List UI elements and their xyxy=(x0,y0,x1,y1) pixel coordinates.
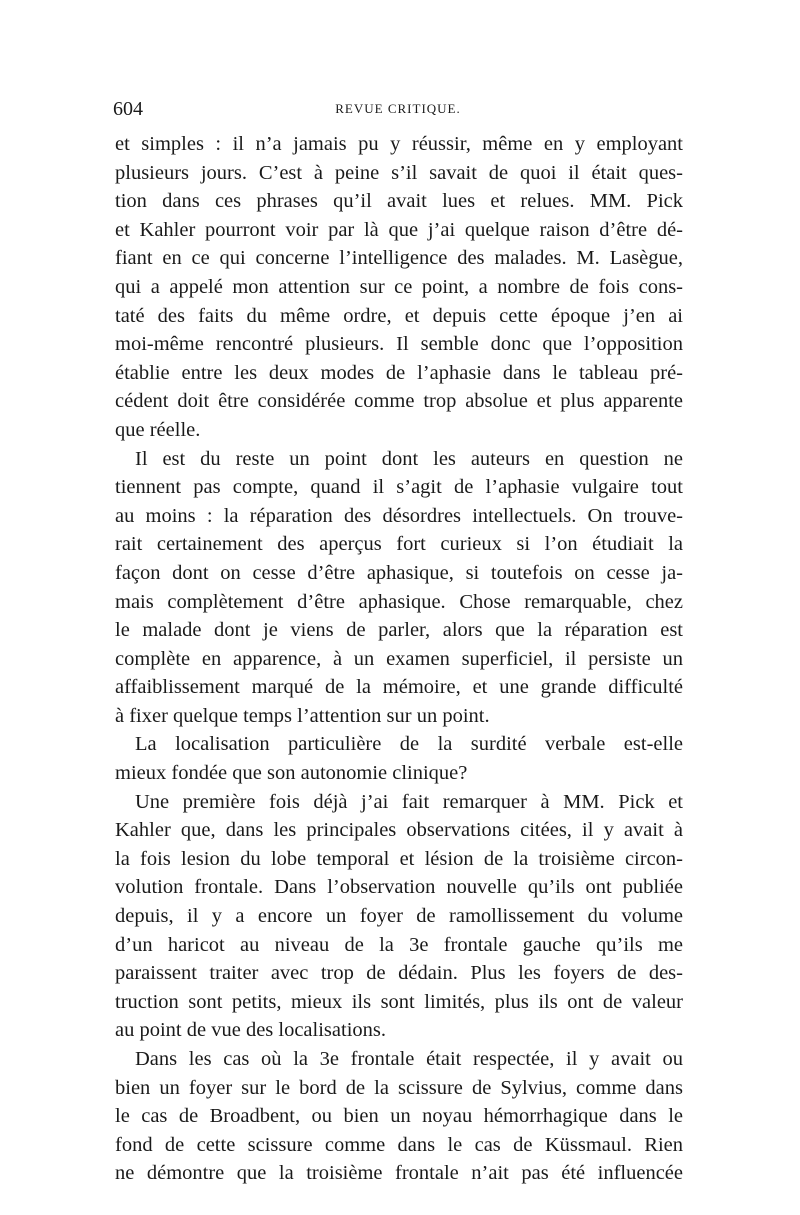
text-line: au point de vue des localisations. xyxy=(115,1019,386,1042)
text-line: fiant en ce qui concerne l’intelligence des malades. M. Lasègue, xyxy=(115,247,683,270)
paragraph xyxy=(115,445,683,731)
paragraph xyxy=(115,730,683,787)
text-line: affaiblissement marqué de la mémoire, et une grande difficulté xyxy=(115,676,683,699)
text-line: tion dans ces phrases qu’il avait lues et relues. MM. Pick xyxy=(115,190,683,213)
text-line: rait certainement des aperçus fort curieux si l’on étudiait la xyxy=(115,533,683,556)
running-title: REVUE CRITIQUE. xyxy=(335,101,461,116)
text-line: cédent doit être considérée comme trop absolue et plus apparente xyxy=(115,390,683,413)
text-line: qui a appelé mon attention sur ce point, a nombre de fois cons- xyxy=(115,275,683,298)
text-line: Il est du reste un point dont les auteurs en question ne xyxy=(135,447,683,470)
text-line: moi-même rencontré plusieurs. Il semble donc que l’opposition xyxy=(115,333,683,356)
text-line: volution frontale. Dans l’observation nouvelle qu’ils ont publiée xyxy=(115,876,683,899)
text-line: mieux fondée que son autonomie clinique? xyxy=(115,762,468,785)
text-line: depuis, il y a encore un foyer de ramollissement du volume xyxy=(115,905,683,928)
text-line: Dans les cas où la 3e frontale était respectée, il y avait ou xyxy=(135,1048,683,1070)
text-line: paraissent traiter avec trop de dédain. Plus les foyers de des- xyxy=(115,962,683,985)
text-line: Kahler que, dans les principales observations citées, il y avait à xyxy=(115,819,683,842)
page-number: 604 xyxy=(113,98,143,120)
paragraph xyxy=(115,788,683,1045)
text-line: La localisation particulière de la surdité verbale est-elle xyxy=(135,733,683,756)
text-line: Une première fois déjà j’ai fait remarquer à MM. Pick et xyxy=(135,790,683,813)
text-line: complète en apparence, à un examen superficiel, il persiste un xyxy=(115,647,683,670)
text-line: au moins : la réparation des désordres intellectuels. On trouve- xyxy=(115,504,683,527)
text-line: fond de cette scissure comme dans le cas de Küssmaul. Rien xyxy=(115,1133,683,1156)
text-line: tiennent pas compte, quand il s’agit de l’aphasie vulgaire tout xyxy=(115,476,683,499)
running-head xyxy=(113,96,683,122)
text-line: le cas de Broadbent, ou bien un noyau hémorrhagique dans le xyxy=(115,1105,683,1128)
text-line: et simples : il n’a jamais pu y réussir, même en y employant xyxy=(115,133,683,155)
text-line: taté des faits du même ordre, et depuis cette époque j’en ai xyxy=(115,304,683,327)
text-line: établie entre les deux modes de l’aphasie dans le tableau pré- xyxy=(115,361,683,384)
text-line: le malade dont je viens de parler, alors que la réparation est xyxy=(115,619,683,642)
text-line: d’un haricot au niveau de la 3e frontale gauche qu’ils me xyxy=(115,933,683,956)
text-line: que réelle. xyxy=(115,418,201,441)
text-line: ne démontre que la troisième frontale n’ait pas été influencée xyxy=(115,1162,683,1185)
body-text xyxy=(115,130,683,1188)
text-line: truction sont petits, mieux ils sont limités, plus ils ont de valeur xyxy=(115,990,683,1013)
text-line: et Kahler pourront voir par là que j’ai quelque raison d’être dé- xyxy=(115,218,683,241)
text-line: plusieurs jours. C’est à peine s’il savait de quoi il était ques- xyxy=(115,161,683,184)
paragraph xyxy=(115,1045,683,1188)
text-line: mais complètement d’être aphasique. Chose remarquable, chez xyxy=(115,590,683,613)
text-line: la fois lesion du lobe temporal et lésion de la troisième circon- xyxy=(115,847,683,870)
text-line: façon dont on cesse d’être aphasique, si toutefois on cesse ja- xyxy=(115,561,683,584)
paragraph xyxy=(115,130,683,445)
text-line: à fixer quelque temps l’attention sur un point. xyxy=(115,704,490,727)
text-line: bien un foyer sur le bord de la scissure de Sylvius, comme dans xyxy=(115,1076,683,1099)
